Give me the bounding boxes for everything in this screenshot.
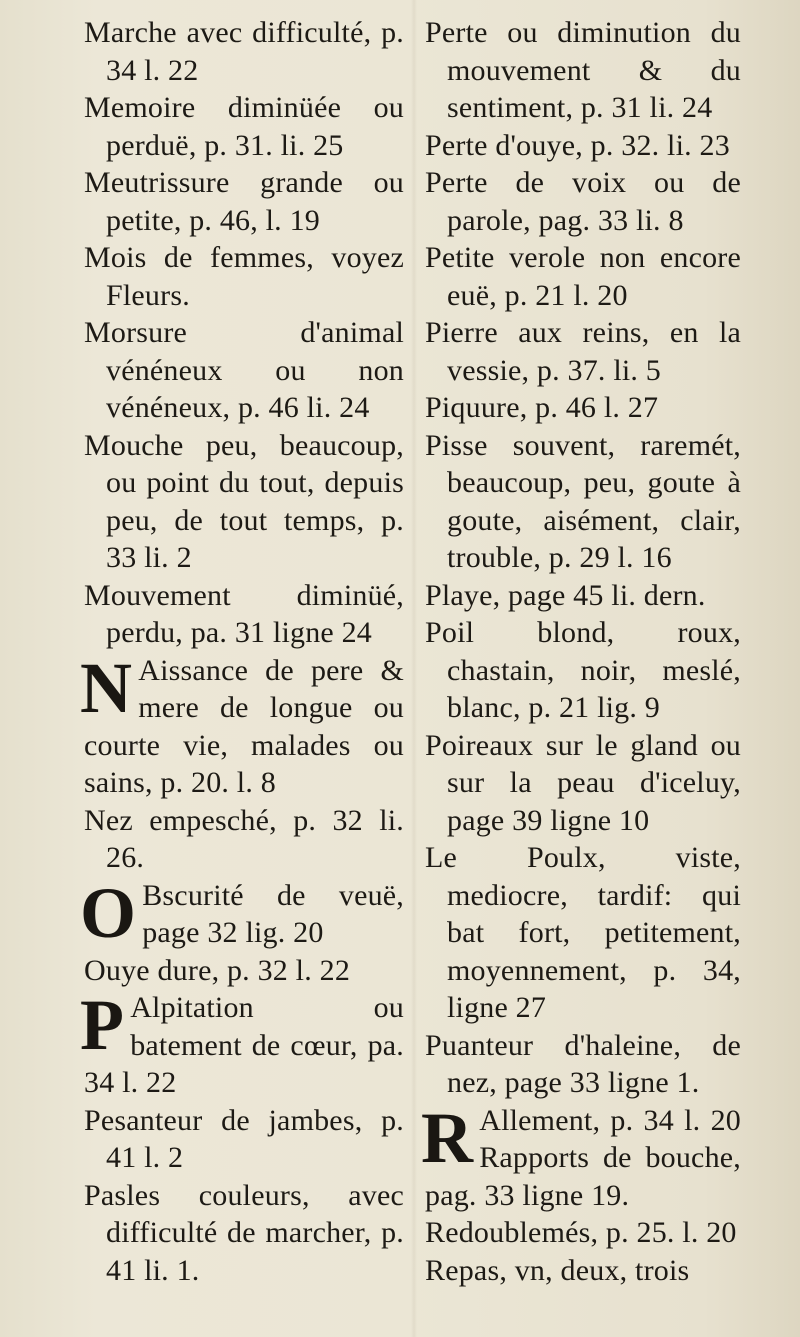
entry-text: Perte ou diminution du mouvement & du sentiment, p. 31 li. 24 xyxy=(425,16,741,124)
entry-text: Memoire diminüée ou perduë, p. 31. li. 25 xyxy=(84,91,404,162)
entry-text: Nez empesché, p. 32 li. 26. xyxy=(84,803,404,874)
index-entry xyxy=(425,839,741,1027)
index-entry xyxy=(84,1177,404,1290)
entry-text: Aissance de pere & mere de longue ou courte vie, malades ou sains, p. 20. l. 8 xyxy=(84,653,404,799)
entry-text: Pisse souvent, raremét, beaucoup, peu, goute à goute, aisément, clair, trouble, p. 29 l. 16 xyxy=(425,428,741,574)
index-entry xyxy=(425,727,741,840)
index-entry xyxy=(84,314,404,427)
index-column-right xyxy=(421,14,741,1289)
entry-text: Bscurité de veuë, page 32 lig. 20 xyxy=(142,878,404,949)
entry-text: Perte de voix ou de parole, pag. 33 li. 8 xyxy=(425,166,741,237)
entry-text: Le Poulx, viste, mediocre, tardif: qui bat fort, petitement, moyennement, p. 34, ligne 27 xyxy=(425,841,741,1024)
entry-text: Pasles couleurs, avec difficulté de marcher, p. 41 li. 1. xyxy=(84,1178,404,1287)
entry-text: Mouche peu, beaucoup, ou point du tout, depuis peu, de tout temps, p. 33 li. 2 xyxy=(84,428,404,574)
entry-text: Pesanteur de jambes, p. 41 l. 2 xyxy=(84,1103,404,1174)
entry-text: Redoublemés, p. 25. l. 20 xyxy=(425,1216,737,1249)
index-entry xyxy=(84,164,404,239)
drop-cap-initial: O xyxy=(80,872,137,953)
entry-text: Poil blond, roux, chastain, noir, meslé, blanc, p. 21 lig. 9 xyxy=(425,616,741,724)
index-entry xyxy=(84,802,404,877)
index-entry xyxy=(425,427,741,577)
entry-text: Mouvement diminüé, perdu, pa. 31 ligne 24 xyxy=(84,578,404,649)
index-entry xyxy=(425,164,741,239)
index-entry xyxy=(425,14,741,127)
index-entry xyxy=(84,952,404,990)
index-entry-section-start xyxy=(80,647,404,802)
index-entry xyxy=(425,577,741,615)
index-entry xyxy=(84,14,404,89)
index-entry-section-start xyxy=(80,985,404,1102)
entry-text: Poireaux sur le gland ou sur la peau d'iceluy, page 39 ligne 10 xyxy=(425,728,741,837)
entry-text: Petite verole non encore euë, p. 21 l. 20 xyxy=(425,241,741,312)
index-entry xyxy=(84,239,404,314)
index-entry xyxy=(84,1102,404,1177)
entry-text: Morsure d'animal vénéneux ou non vénéneux, p. 46 li. 24 xyxy=(84,316,404,424)
entry-text: Ouye dure, p. 32 l. 22 xyxy=(84,953,351,987)
index-entry xyxy=(425,1214,741,1252)
entry-text: Allement, p. 34 l. 20 Rapports de bouche, pag. 33 ligne 19. xyxy=(425,1103,741,1212)
entry-text: Perte d'ouye, p. 32. li. 23 xyxy=(425,128,730,162)
drop-cap-initial: P xyxy=(80,985,125,1065)
index-entry xyxy=(425,1252,741,1290)
index-entry-section-start xyxy=(421,1097,741,1215)
index-entry xyxy=(425,614,741,727)
index-entry xyxy=(425,314,741,389)
entry-text: Repas, vn, deux, trois xyxy=(425,1253,690,1287)
entry-text: Pierre aux reins, en la vessie, p. 37. li. 5 xyxy=(425,316,741,387)
index-entry xyxy=(425,127,741,165)
entry-text: Marche avec difficulté, p. 34 l. 22 xyxy=(84,16,404,87)
entry-text: Mois de femmes, voyez Fleurs. xyxy=(84,241,404,312)
index-entry xyxy=(84,89,404,164)
drop-cap-initial: N xyxy=(80,647,133,728)
column-gutter xyxy=(411,0,417,1337)
index-entry xyxy=(425,389,741,427)
entry-text: Piquure, p. 46 l. 27 xyxy=(425,391,659,424)
drop-cap-initial: R xyxy=(421,1097,474,1178)
index-entry xyxy=(84,427,404,577)
index-entry-section-start xyxy=(80,872,404,953)
entry-text: Puanteur d'haleine, de nez, page 33 ligne 1. xyxy=(425,1028,741,1099)
index-column-left xyxy=(80,14,404,1289)
entry-text: Meutrissure grande ou petite, p. 46, l. 19 xyxy=(84,166,404,237)
entry-text: Playe, page 45 li. dern. xyxy=(425,578,706,612)
entry-text: Alpitation ou batement de cœur, pa. 34 l. 22 xyxy=(84,991,404,1099)
index-entry xyxy=(84,577,404,652)
index-entry xyxy=(425,1027,741,1102)
index-entry xyxy=(425,239,741,314)
